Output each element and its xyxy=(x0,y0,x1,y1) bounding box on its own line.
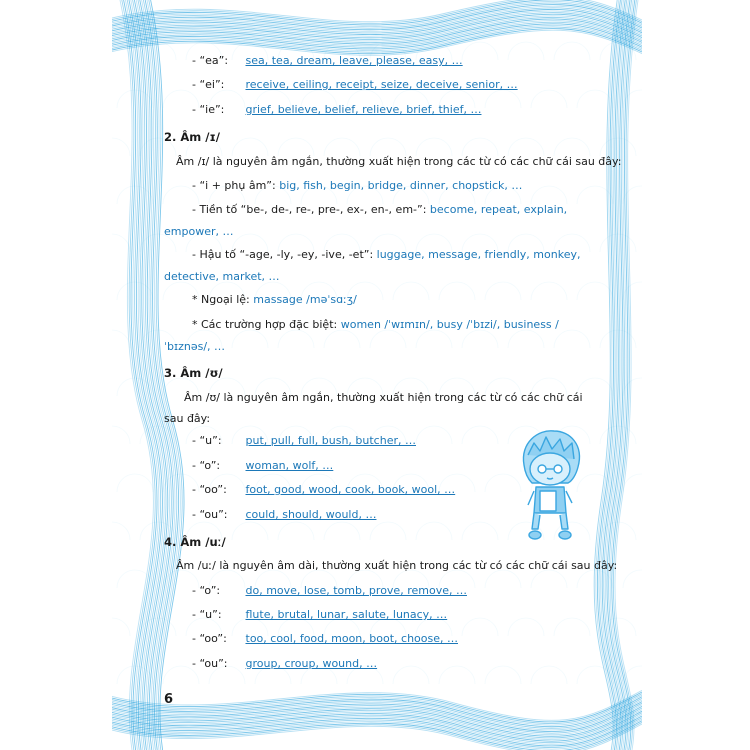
section-3-row-oo xyxy=(192,483,455,496)
section-3-intro-cont: sau đây: xyxy=(164,412,211,425)
section-4-intro: Âm /uː/ là nguyên âm dài, thường xuất hiện trong các từ có các chữ cái sau đây: xyxy=(176,559,618,572)
row-label: - “ea”: xyxy=(192,54,229,67)
row-label: - “u”: xyxy=(192,608,222,621)
section-4-row-u xyxy=(192,608,447,621)
row-label: - “ei”: xyxy=(192,78,225,91)
book-page xyxy=(112,0,642,750)
bullet-label: * Ngoại lệ: xyxy=(192,293,250,306)
section-2-exception xyxy=(192,293,357,306)
row-label: - “ou”: xyxy=(192,508,228,521)
example-words: become, repeat, explain, xyxy=(429,203,568,216)
section-2-bullet-3 xyxy=(192,248,580,261)
section-2-bullet-2-cont: empower, … xyxy=(164,225,234,238)
section-3-row-u xyxy=(192,434,416,447)
row-label: - “oo”: xyxy=(192,632,227,645)
page-number: 6 xyxy=(164,692,174,707)
example-words: do, move, lose, tomb, prove, remove, … xyxy=(245,584,467,597)
section-3-heading: 3. Âm /ʊ/ xyxy=(164,366,223,380)
bullet-label: * Các trường hợp đặc biệt: xyxy=(192,318,338,331)
page-content xyxy=(112,0,642,750)
section-2-bullet-2 xyxy=(192,203,567,216)
example-words: women /ˈwɪmɪn/, busy /ˈbɪzi/, business / xyxy=(340,318,559,331)
section-2-bullet-3-cont: detective, market, … xyxy=(164,270,280,283)
bullet-label: - Tiền tố “be-, de-, re-, pre-, ex-, en-, em-”: xyxy=(192,203,427,216)
chibi-boy-illustration xyxy=(510,425,590,550)
row-label: - “oo”: xyxy=(192,483,227,496)
section-2-special-cont: ˈbɪznəs/, … xyxy=(164,340,226,353)
row-label: - “o”: xyxy=(192,584,221,597)
example-words: big, fish, begin, bridge, dinner, chopstick, … xyxy=(279,179,523,192)
example-words: too, cool, food, moon, boot, choose, … xyxy=(245,632,458,645)
section-3-intro: Âm /ʊ/ là nguyên âm ngắn, thường xuất hiện trong các từ có các chữ cái xyxy=(184,391,583,404)
ei-row xyxy=(192,78,518,91)
section-4-heading: 4. Âm /uː/ xyxy=(164,535,226,549)
bullet-label: - “i + phụ âm”: xyxy=(192,179,276,192)
example-words: massage /məˈsɑːʒ/ xyxy=(253,293,357,306)
section-4-row-oo xyxy=(192,632,458,645)
example-words: receive, ceiling, receipt, seize, deceive, senior, … xyxy=(245,78,518,91)
section-2-intro: Âm /ɪ/ là nguyên âm ngắn, thường xuất hiện trong các từ có các chữ cái sau đây: xyxy=(176,155,622,168)
ea-row xyxy=(192,54,463,67)
section-2-special xyxy=(192,318,559,331)
example-words: woman, wolf, … xyxy=(245,459,334,472)
example-words: flute, brutal, lunar, salute, lunacy, … xyxy=(245,608,448,621)
example-words: put, pull, full, bush, butcher, … xyxy=(245,434,416,447)
row-label: - “u”: xyxy=(192,434,222,447)
example-words: luggage, message, friendly, monkey, xyxy=(376,248,581,261)
row-label: - “ou”: xyxy=(192,657,228,670)
row-label: - “o”: xyxy=(192,459,221,472)
section-3-row-o xyxy=(192,459,333,472)
section-2-heading: 2. Âm /ɪ/ xyxy=(164,130,220,144)
section-4-row-o xyxy=(192,584,467,597)
example-words: could, should, would, … xyxy=(245,508,377,521)
example-words: sea, tea, dream, leave, please, easy, … xyxy=(245,54,463,67)
section-3-row-ou xyxy=(192,508,376,521)
bullet-label: - Hậu tố “-age, -ly, -ey, -ive, -et”: xyxy=(192,248,374,261)
ie-row xyxy=(192,103,481,116)
section-2-bullet-1 xyxy=(192,179,522,192)
section-4-row-ou xyxy=(192,657,377,670)
example-words: grief, believe, belief, relieve, brief, thief, … xyxy=(245,103,482,116)
example-words: group, croup, wound, … xyxy=(245,657,378,670)
example-words: foot, good, wood, cook, book, wool, … xyxy=(245,483,456,496)
row-label: - “ie”: xyxy=(192,103,225,116)
